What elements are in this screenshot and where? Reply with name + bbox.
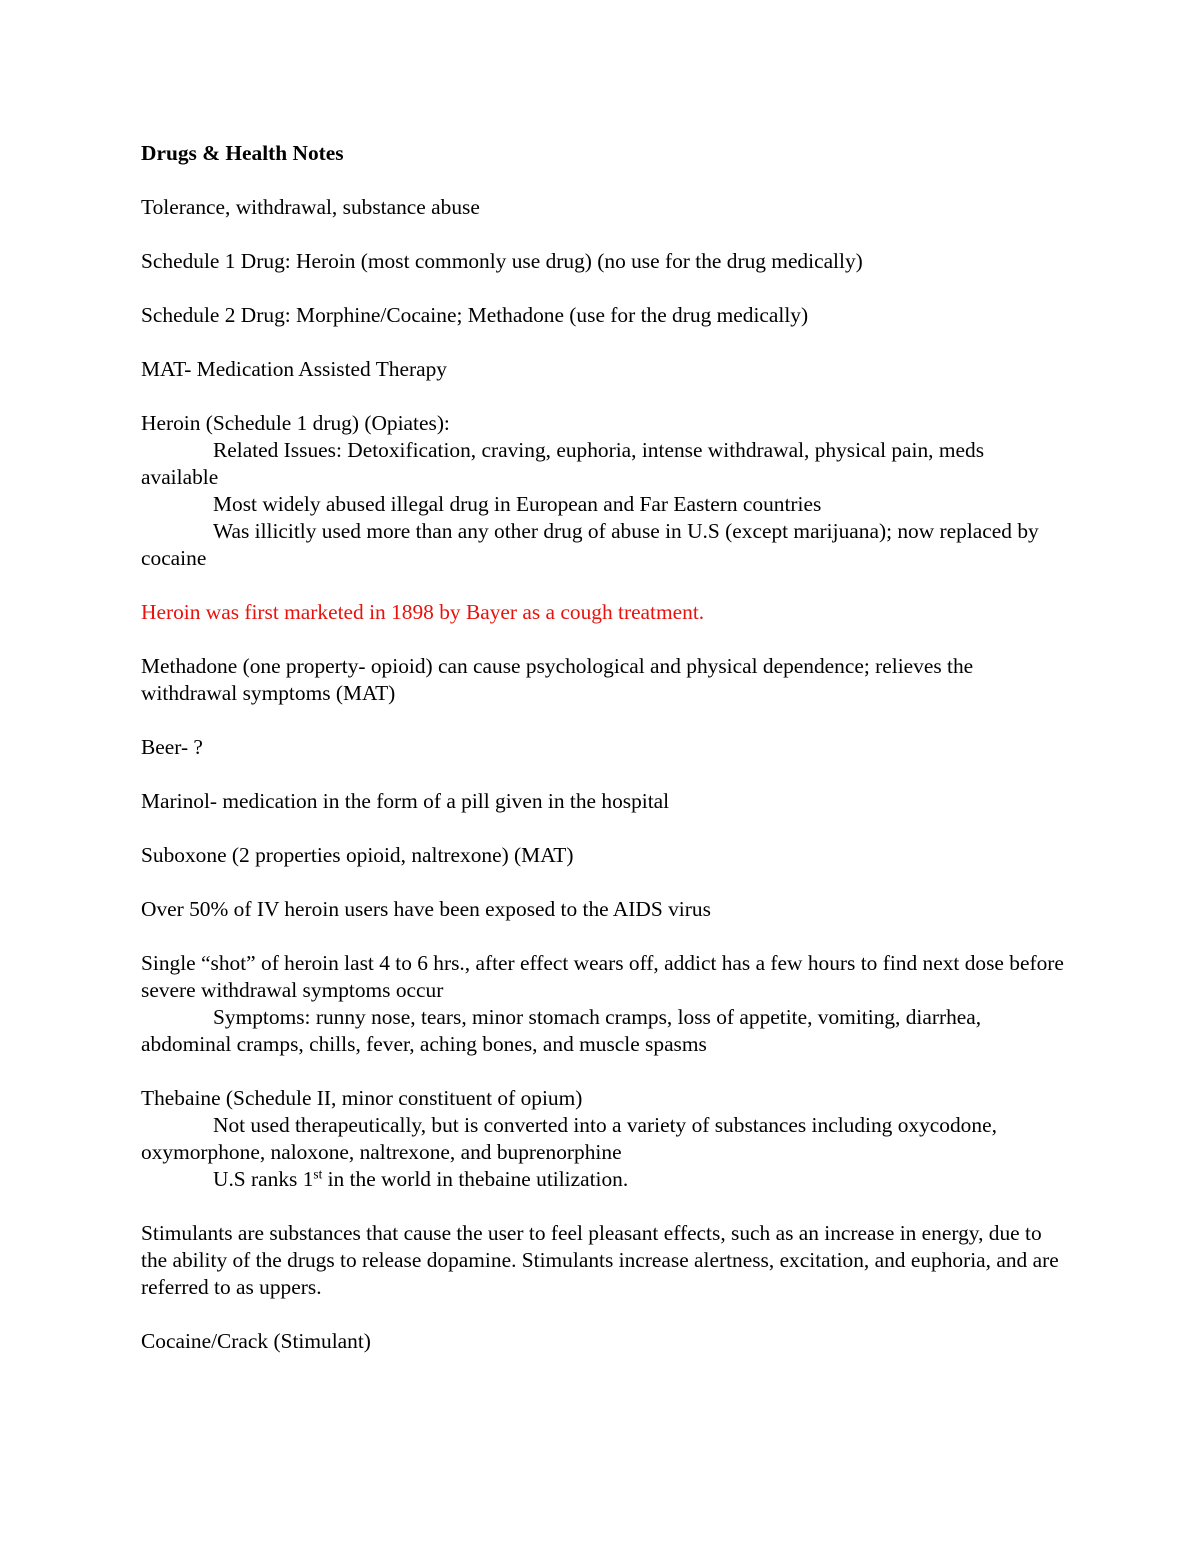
document-title: Drugs & Health Notes — [141, 141, 344, 165]
schedule-1-line: Schedule 1 Drug: Heroin (most commonly use drug) (no use for the drug medically) — [141, 249, 863, 273]
thebaine-rank-suffix: in the world in thebaine utilization. — [322, 1167, 629, 1191]
thebaine-rank-prefix: U.S ranks 1 — [213, 1167, 314, 1191]
stimulants-paragraph: Stimulants are substances that cause the user to feel pleasant effects, such as an increase in energy, due to the ability of the drugs to release dopamine. Stimulants increase alertness, excitation, and euphoria, and are referred to as uppers. — [141, 1221, 1059, 1299]
heroin-shot-paragraph: Single “shot” of heroin last 4 to 6 hrs., after effect wears off, addict has a few hours to find next dose before severe withdrawal symptoms occur — [141, 951, 1064, 1002]
thebaine-rank — [141, 1166, 1066, 1193]
methadone-paragraph: Methadone (one property- opioid) can cause psychological and physical dependence; relieves the withdrawal symptoms (MAT) — [141, 654, 974, 705]
withdrawal-symptoms: Symptoms: runny nose, tears, minor stomach cramps, loss of appetite, vomiting, diarrhea, abdominal cramps, chills, fever, aching bones, and muscle spasms — [141, 1005, 982, 1056]
beer-line: Beer- ? — [141, 735, 203, 759]
heroin-heading: Heroin (Schedule 1 drug) (Opiates): — [141, 411, 450, 435]
suboxone-line: Suboxone (2 properties opioid, naltrexone) (MAT) — [141, 843, 574, 867]
heroin-most-abused: Most widely abused illegal drug in European and Far Eastern countries — [213, 492, 822, 516]
aids-line: Over 50% of IV heroin users have been exposed to the AIDS virus — [141, 897, 711, 921]
thebaine-heading: Thebaine (Schedule II, minor constituent of opium) — [141, 1086, 583, 1110]
heroin-related-issues: Related Issues: Detoxification, craving, euphoria, intense withdrawal, physical pain, meds available — [141, 438, 985, 489]
thebaine-use: Not used therapeutically, but is converted into a variety of substances including oxycodone, oxymorphone, naloxone, naltrexone, and buprenorphine — [141, 1113, 997, 1164]
mat-line: MAT- Medication Assisted Therapy — [141, 357, 447, 381]
topics-line: Tolerance, withdrawal, substance abuse — [141, 195, 480, 219]
thebaine-rank-ordinal: st — [313, 1166, 323, 1182]
heroin-illicit-use: Was illicitly used more than any other drug of abuse in U.S (except marijuana); now replaced by cocaine — [141, 519, 1039, 570]
schedule-2-line: Schedule 2 Drug: Morphine/Cocaine; Methadone (use for the drug medically) — [141, 303, 809, 327]
marinol-line: Marinol- medication in the form of a pill given in the hospital — [141, 789, 670, 813]
cocaine-heading: Cocaine/Crack (Stimulant) — [141, 1329, 371, 1353]
heroin-fact-highlight: Heroin was first marketed in 1898 by Bayer as a cough treatment. — [141, 600, 705, 624]
document-page — [141, 140, 1066, 1382]
